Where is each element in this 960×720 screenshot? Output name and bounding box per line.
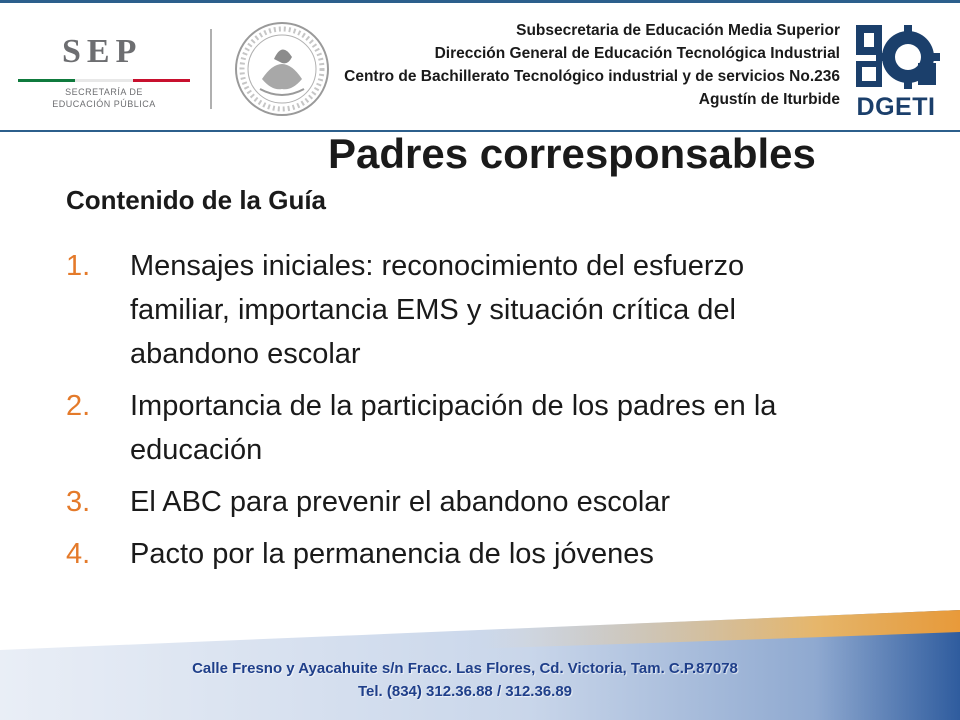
sep-logo bbox=[18, 31, 198, 116]
sep-wordmark: SEP bbox=[62, 33, 143, 70]
institution-line: Dirección General de Educación Tecnológica Industrial bbox=[434, 45, 840, 62]
list-item bbox=[66, 384, 826, 472]
slide-subtitle: Contenido de la Guía bbox=[66, 185, 327, 215]
item-number: 2. bbox=[66, 390, 91, 422]
footer-phone: Tel. (834) 312.36.88 / 312.36.89 bbox=[357, 683, 573, 700]
item-text: Mensajes iniciales: reconocimiento del esfuerzo familiar, importancia EMS y situación crítica del abandono escolar bbox=[130, 250, 745, 370]
item-text: El ABC para prevenir el abandono escolar bbox=[130, 486, 671, 518]
dgeti-gear-icon bbox=[850, 21, 942, 93]
dgeti-wordmark: DGETI bbox=[856, 93, 936, 121]
list-item bbox=[66, 532, 826, 576]
sep-line2: EDUCACIÓN PÚBLICA bbox=[52, 99, 156, 109]
header-divider bbox=[210, 29, 212, 109]
list-item bbox=[66, 480, 826, 524]
institution-line: Centro de Bachillerato Tecnológico industrial y de servicios No.236 bbox=[344, 68, 840, 85]
footer-banner bbox=[0, 610, 960, 720]
mexican-seal-icon bbox=[232, 19, 332, 119]
institution-line: Subsecretaria de Educación Media Superior bbox=[516, 22, 840, 39]
item-text: Importancia de la participación de los padres en la educación bbox=[130, 390, 777, 466]
item-number: 1. bbox=[66, 250, 91, 282]
footer-address: Calle Fresno y Ayacahuite s/n Fracc. Las Flores, Cd. Victoria, Tam. C.P.87078 bbox=[192, 660, 738, 677]
list-item bbox=[66, 244, 826, 376]
sep-tricolor-bar bbox=[18, 79, 190, 82]
content-list bbox=[66, 244, 826, 584]
item-text: Pacto por la permanencia de los jóvenes bbox=[130, 538, 654, 570]
institution-line: Agustín de Iturbide bbox=[698, 91, 840, 108]
item-number: 3. bbox=[66, 486, 91, 518]
dgeti-logo bbox=[850, 21, 942, 125]
item-number: 4. bbox=[66, 538, 91, 570]
institution-text bbox=[344, 19, 840, 111]
header-banner bbox=[0, 0, 960, 132]
slide-title: Padres corresponsables bbox=[328, 130, 816, 177]
sep-line1: SECRETARÍA DE bbox=[65, 87, 143, 97]
